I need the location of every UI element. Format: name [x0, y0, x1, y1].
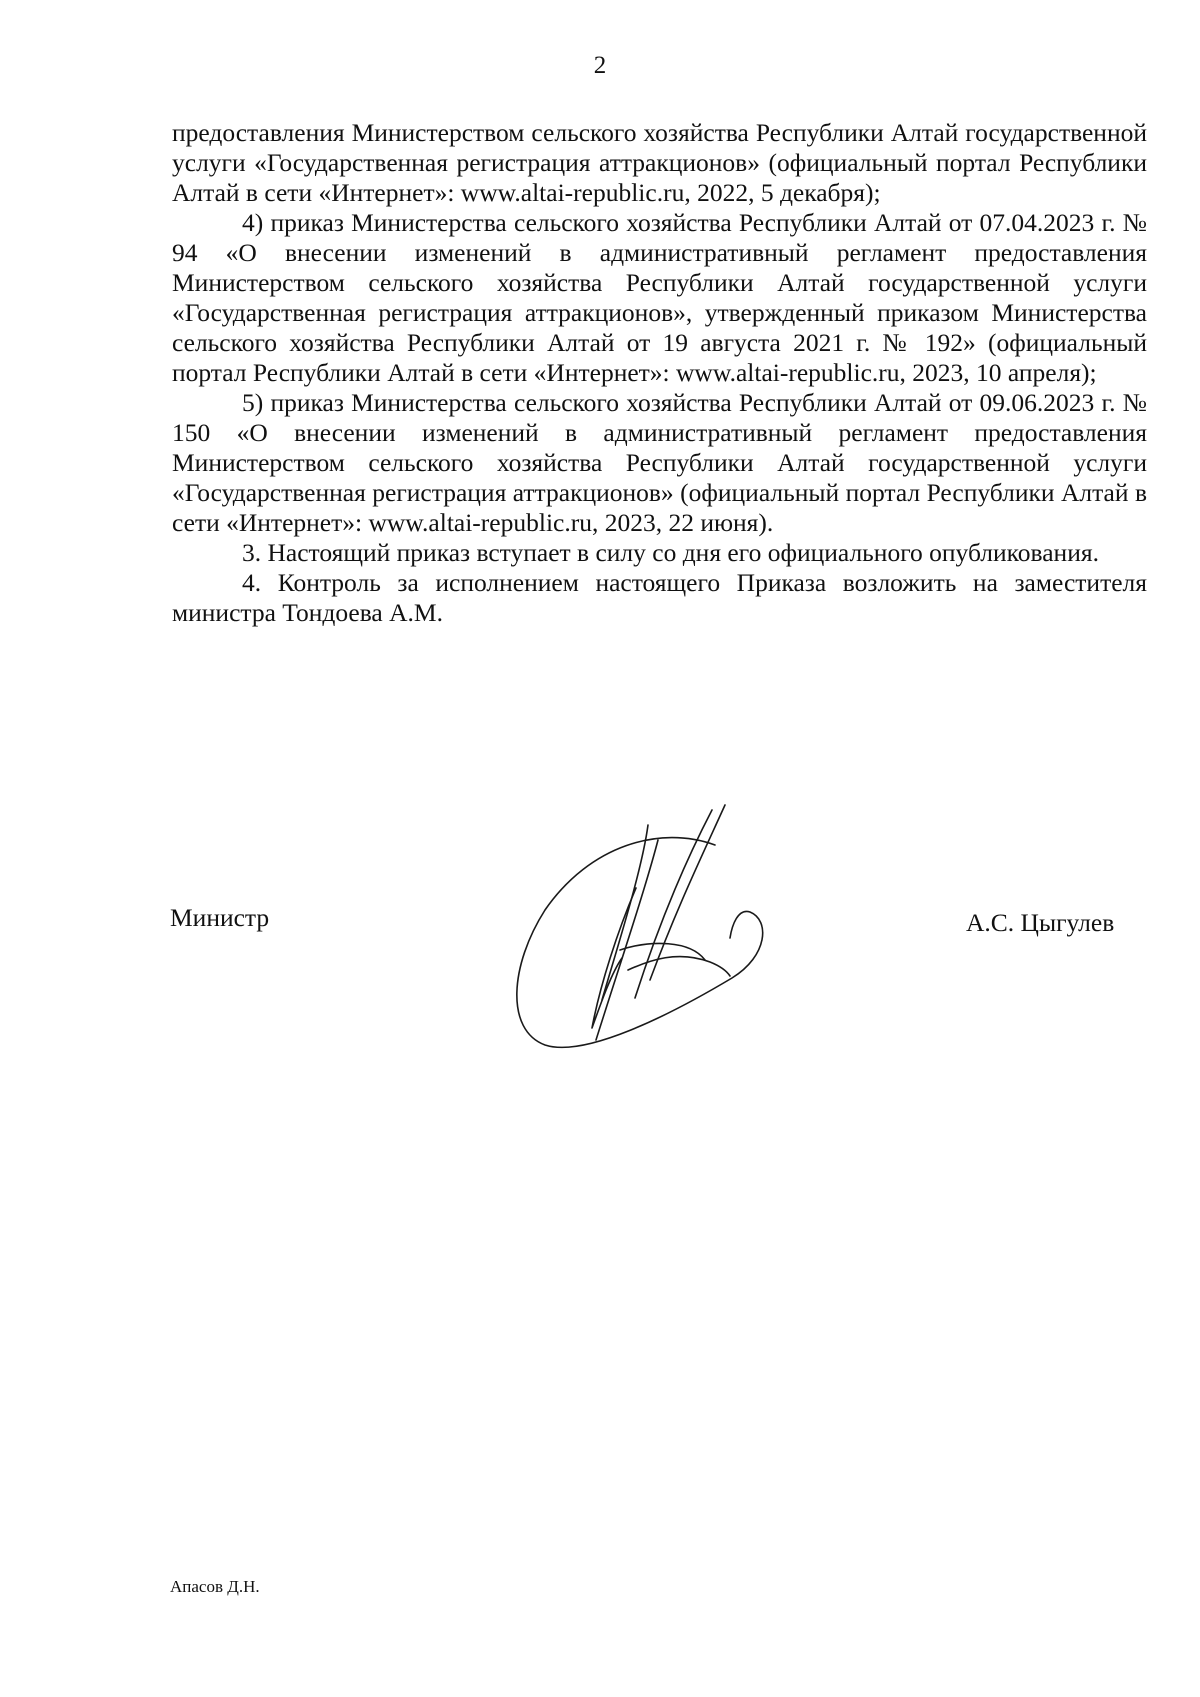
paragraph-continuation: предоставления Министерством сельского хозяйства Республики Алтай государственной услуги «Государственная регистрация аттракционов» (официальный портал Республики Алтай в сети «Интернет»: www.altai-republic.ru, 2022, 5 декабря); — [172, 118, 1147, 207]
paragraph-clause-4: 4. Контроль за исполнением настоящего Приказа возложить на заместителя министра Тондоева А.М. — [172, 568, 1147, 627]
page-number: 2 — [593, 52, 607, 79]
document-body — [172, 118, 1147, 628]
paragraph-item-5: 5) приказ Министерства сельского хозяйства Республики Алтай от 09.06.2023 г. № 150 «О внесении изменений в административный регламент предоставления Министерством сельского хозяйства Республики Алтай государственной услуги «Государственная регистрация аттракционов» (официальный портал Республики Алтай в сети «Интернет»: www.altai-republic.ru, 2023, 22 июня). — [172, 388, 1147, 537]
paragraph-item-4: 4) приказ Министерства сельского хозяйства Республики Алтай от 07.04.2023 г. № 94 «О внесении изменений в административный регламент предоставления Министерством сельского хозяйства Республики Алтай государственной услуги «Государственная регистрация аттракционов», утвержденный приказом Министерства сельского хозяйства Республики Алтай от 19 августа 2021 г. № 192» (официальный портал Республики Алтай в сети «Интернет»: www.altai-republic.ru, 2023, 10 апреля); — [172, 208, 1147, 387]
handwritten-signature — [500, 800, 800, 1050]
signatory-name: А.С. Цыгулев — [966, 908, 1115, 937]
signatory-title: Министр — [170, 903, 270, 932]
paragraph-clause-3: 3. Настоящий приказ вступает в силу со дня его официального опубликования. — [242, 538, 1099, 567]
executor-name: Апасов Д.Н. — [170, 1577, 260, 1596]
